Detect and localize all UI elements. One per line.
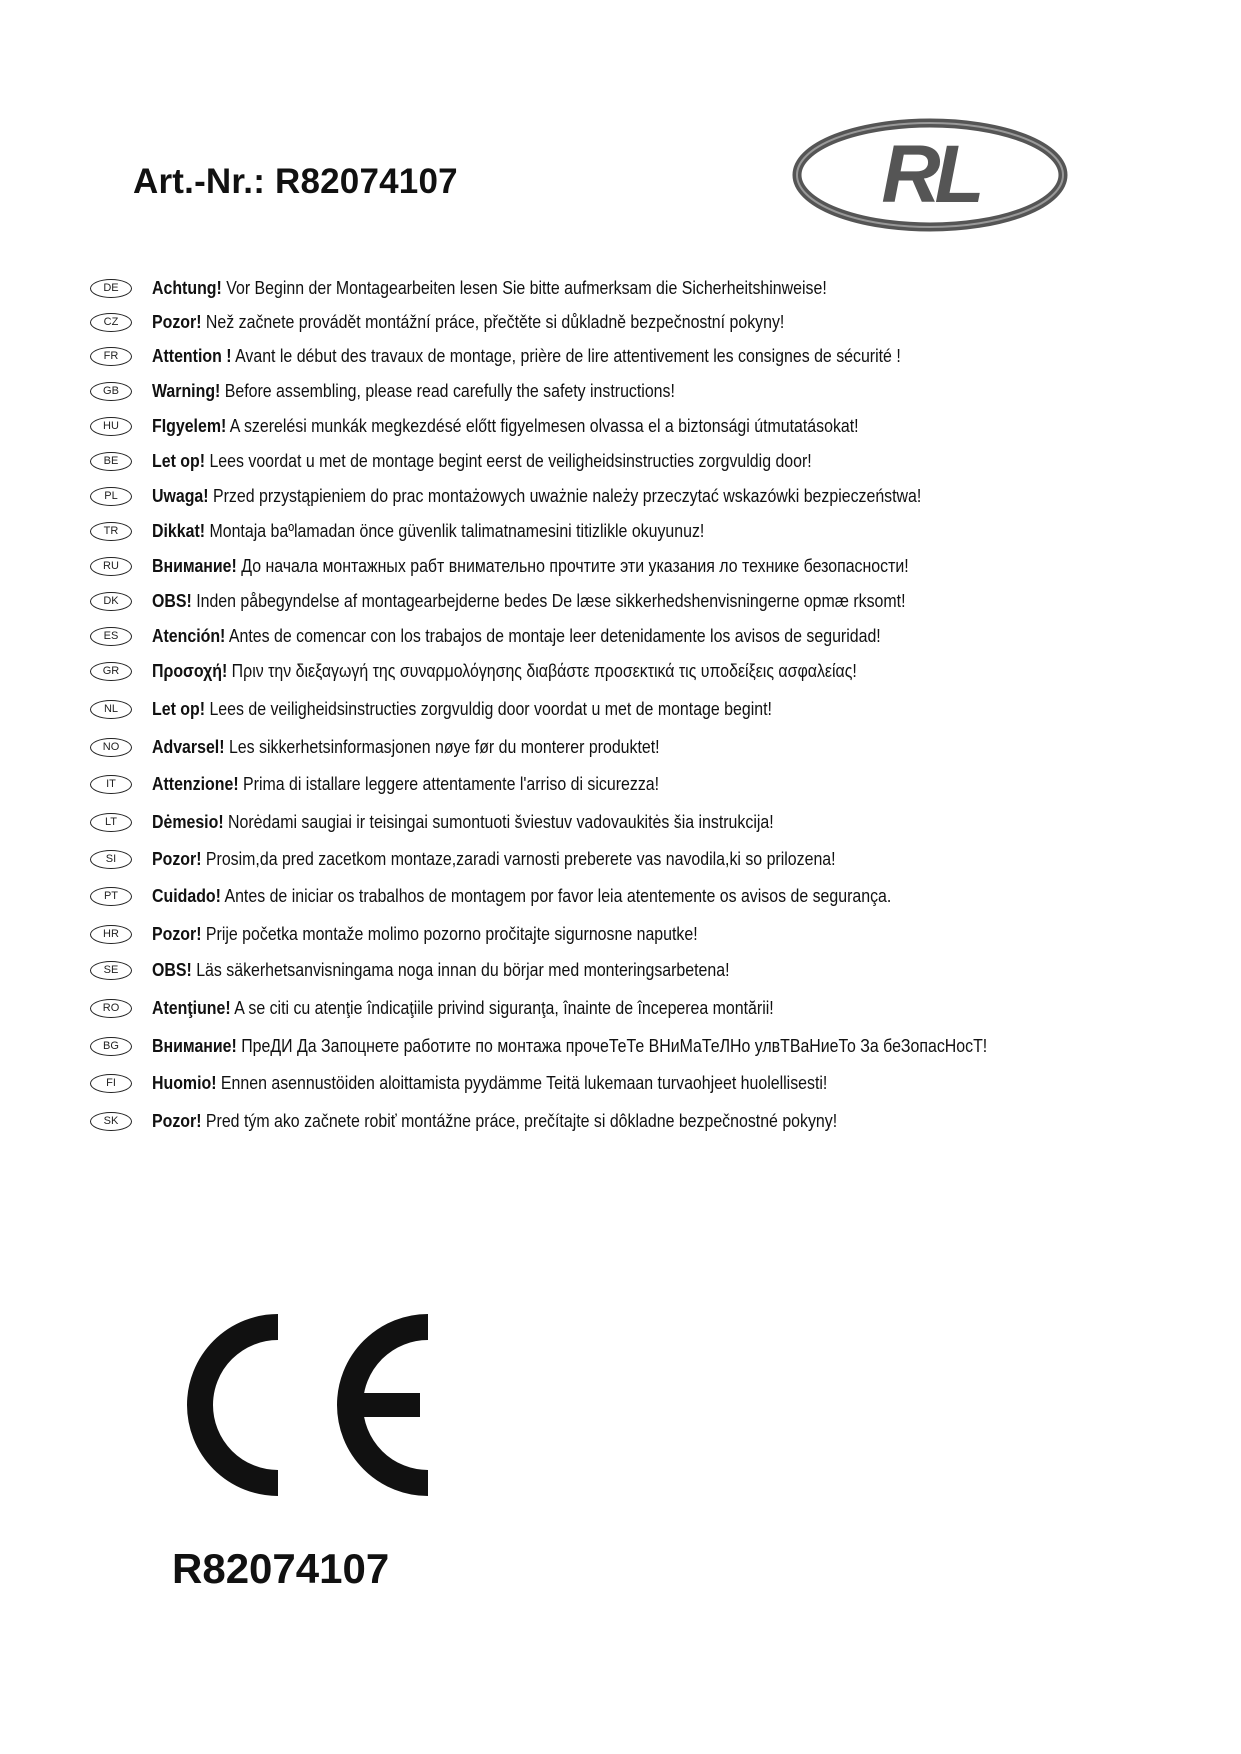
warning-row [90, 955, 824, 985]
warning-row [90, 586, 1028, 616]
country-code-badge: FI [90, 1074, 132, 1093]
warning-row [90, 732, 742, 762]
country-code-badge: HU [90, 417, 132, 436]
warning-heading: Pozor! [152, 848, 202, 869]
warning-body: Przed przystąpieniem do prac montażowych uważnie należy przeczytać wskazówki bezpieczeństwa! [208, 485, 922, 506]
warning-text [152, 885, 891, 907]
warning-body: Ennen asennustöiden aloittamista pyydämme Teitä lukemaan turvaohjeet huolellisesti! [216, 1072, 828, 1093]
country-code-badge: CZ [90, 313, 132, 332]
warning-body: Avant le début des travaux de montage, prière de lire attentivement les consignes de sécurité ! [231, 345, 901, 366]
warning-body: Lees voordat u met de montage begint eerst de veiligheidsinstructies zorgvuldig door! [205, 450, 812, 471]
warning-body: Montaja baºlamadan önce güvenlik talimatnamesini titizlikle okuyunuz! [205, 520, 705, 541]
warning-heading: Advarsel! [152, 736, 225, 757]
warning-body: Norėdami saugiai ir teisingai sumontuoti šviestuv vadovaukitės šia instrukcija! [223, 811, 774, 832]
country-code-badge: NL [90, 700, 132, 719]
warning-text [152, 590, 906, 612]
warning-row [90, 769, 742, 799]
warning-row [90, 376, 760, 406]
footer-article-number: R82074107 [172, 1545, 390, 1592]
warning-text [152, 415, 859, 437]
warning-heading: Let op! [152, 698, 206, 719]
warning-heading: Uwaga! [152, 485, 209, 506]
warning-text [152, 959, 730, 981]
warning-body: Les sikkerhetsinformasjonen nøye før du monterer produktet! [224, 736, 660, 757]
warning-body: Prima di istallare leggere attentamente l'arriso di sicurezza! [238, 773, 660, 794]
warning-body: Before assembling, please read carefully the safety instructions! [220, 380, 675, 401]
warning-row [90, 481, 1047, 511]
warning-text [152, 848, 836, 870]
country-code-badge: NO [90, 738, 132, 757]
warning-heading: Προσοχή! [152, 660, 228, 681]
warning-text [152, 450, 812, 472]
warning-text [152, 555, 909, 577]
warning-text [152, 660, 857, 682]
warning-row [90, 881, 1012, 911]
warning-body: Lees de veiligheidsinstructies zorgvuldig door voordat u met de montage begint! [205, 698, 772, 719]
warning-heading: Attenzione! [152, 773, 239, 794]
warning-text [152, 736, 660, 758]
warning-heading: Atenţiune! [152, 997, 231, 1018]
warning-body: A se citi cu atenţie îndicaţiile privind siguranţa, înainte de începerea montării! [230, 997, 774, 1018]
warning-body: Πριν την διεξαγωγή της συναρμολόγησης διαβάστε προσεκτικά τις υποδείξεις ασφαλείας! [227, 660, 857, 681]
warning-row [90, 341, 1023, 371]
warning-text [152, 698, 772, 720]
country-code-badge: RO [90, 999, 132, 1018]
warning-row [90, 656, 972, 686]
country-code-badge: RU [90, 557, 132, 576]
rl-logo-icon [790, 110, 1070, 240]
ce-mark-icon [150, 1305, 450, 1505]
country-code-badge: GB [90, 382, 132, 401]
warning-text [152, 773, 659, 795]
warning-body: A szerelési munkák megkezdésé előtt figyelmesen olvassa el a biztonsági útmutatásokat! [226, 415, 859, 436]
warning-row [90, 1031, 1123, 1061]
warning-heading: Pozor! [152, 311, 202, 332]
warning-body: Pred tým ako začnete robiť montážne práce, prečítajte si dôkladne bezpečnostné pokyny! [201, 1110, 838, 1131]
warning-body: Než začnete provádět montážní práce, přečtěte si důkladně bezpečnostní pokyny! [201, 311, 785, 332]
warning-row [90, 694, 873, 724]
warning-text [152, 811, 774, 833]
country-code-badge: FR [90, 347, 132, 366]
warning-text [152, 1110, 837, 1132]
warning-text [152, 625, 881, 647]
country-code-badge: PT [90, 887, 132, 906]
warning-body: ПреДИ Да Запоцнете работите по монтажа прочеТеТе ВНиМаТеЛНо улвТВаНиеТо За беЗопасНосТ! [236, 1035, 988, 1056]
warning-text [152, 1035, 987, 1057]
warning-text [152, 277, 827, 299]
warning-row [90, 621, 999, 651]
country-code-badge: SI [90, 850, 132, 869]
country-code-badge: TR [90, 522, 132, 541]
country-code-badge: SK [90, 1112, 132, 1131]
warning-heading: Внимание! [152, 555, 237, 576]
warning-heading: Warning! [152, 380, 221, 401]
warning-row [90, 307, 887, 337]
warning-heading: Pozor! [152, 923, 202, 944]
country-code-badge: HR [90, 925, 132, 944]
warning-text [152, 380, 675, 402]
warning-row [90, 807, 875, 837]
country-code-badge: DE [90, 279, 132, 298]
warning-text [152, 923, 698, 945]
country-code-badge: SE [90, 961, 132, 980]
warning-row [90, 844, 947, 874]
country-code-badge: LT [90, 813, 132, 832]
warning-heading: Attention ! [152, 345, 232, 366]
country-code-badge: DK [90, 592, 132, 611]
warning-body: Antes de iniciar os trabalhos de montagem por favor leia atentemente os avisos de segurança. [220, 885, 892, 906]
warning-body: Prosim,da pred zacetkom montaze,zaradi varnosti preberete vas navodila,ki so prilozena! [201, 848, 836, 869]
svg-text:RL: RL [881, 129, 979, 220]
country-code-badge: IT [90, 775, 132, 794]
warning-heading: FIgyelem! [152, 415, 227, 436]
warning-body: Läs säkerhetsanvisningama noga innan du börjar med monteringsarbetena! [191, 959, 730, 980]
warning-text [152, 520, 704, 542]
warning-row [90, 411, 974, 441]
warning-heading: Achtung! [152, 277, 222, 298]
warning-row [90, 1106, 949, 1136]
warning-row [90, 446, 919, 476]
article-number-title: Art.-Nr.: R82074107 [133, 162, 458, 201]
country-code-badge: GR [90, 662, 132, 681]
warning-heading: Let op! [152, 450, 206, 471]
warning-body: Vor Beginn der Montagearbeiten lesen Sie bitte aufmerksam die Sicherheitshinweise! [221, 277, 827, 298]
warning-heading: OBS! [152, 590, 192, 611]
warning-row [90, 993, 875, 1023]
warning-row [90, 1068, 937, 1098]
warning-heading: Dikkat! [152, 520, 206, 541]
warning-heading: Huomio! [152, 1072, 217, 1093]
warning-heading: Atención! [152, 625, 226, 646]
warning-heading: Pozor! [152, 1110, 202, 1131]
warning-text [152, 311, 784, 333]
warning-body: Prije početka montaže molimo pozorno pročitajte sigurnosne naputke! [201, 923, 698, 944]
warning-row [90, 551, 1032, 581]
country-code-badge: ES [90, 627, 132, 646]
warning-row [90, 919, 786, 949]
warning-heading: Cuidado! [152, 885, 221, 906]
warning-heading: Внимание! [152, 1035, 237, 1056]
country-code-badge: BE [90, 452, 132, 471]
warning-text [152, 1072, 827, 1094]
warning-text [152, 485, 921, 507]
country-code-badge: PL [90, 487, 132, 506]
country-code-badge: BG [90, 1037, 132, 1056]
warning-body: Inden påbegyndelse af montagearbejderne bedes De læse sikkerhedshenvisningerne opmæ rksomt! [191, 590, 906, 611]
warning-text [152, 997, 774, 1019]
warning-row [90, 516, 794, 546]
warning-body: До начала монтажных рабт внимательно прочтите эти указания ло технике безопасности! [236, 555, 909, 576]
warning-heading: OBS! [152, 959, 192, 980]
warning-body: Antes de comencar con los trabajos de montaje leer detenidamente los avisos de seguridad! [225, 625, 881, 646]
warning-row [90, 273, 937, 303]
warning-text [152, 345, 901, 367]
warning-heading: Dėmesio! [152, 811, 224, 832]
